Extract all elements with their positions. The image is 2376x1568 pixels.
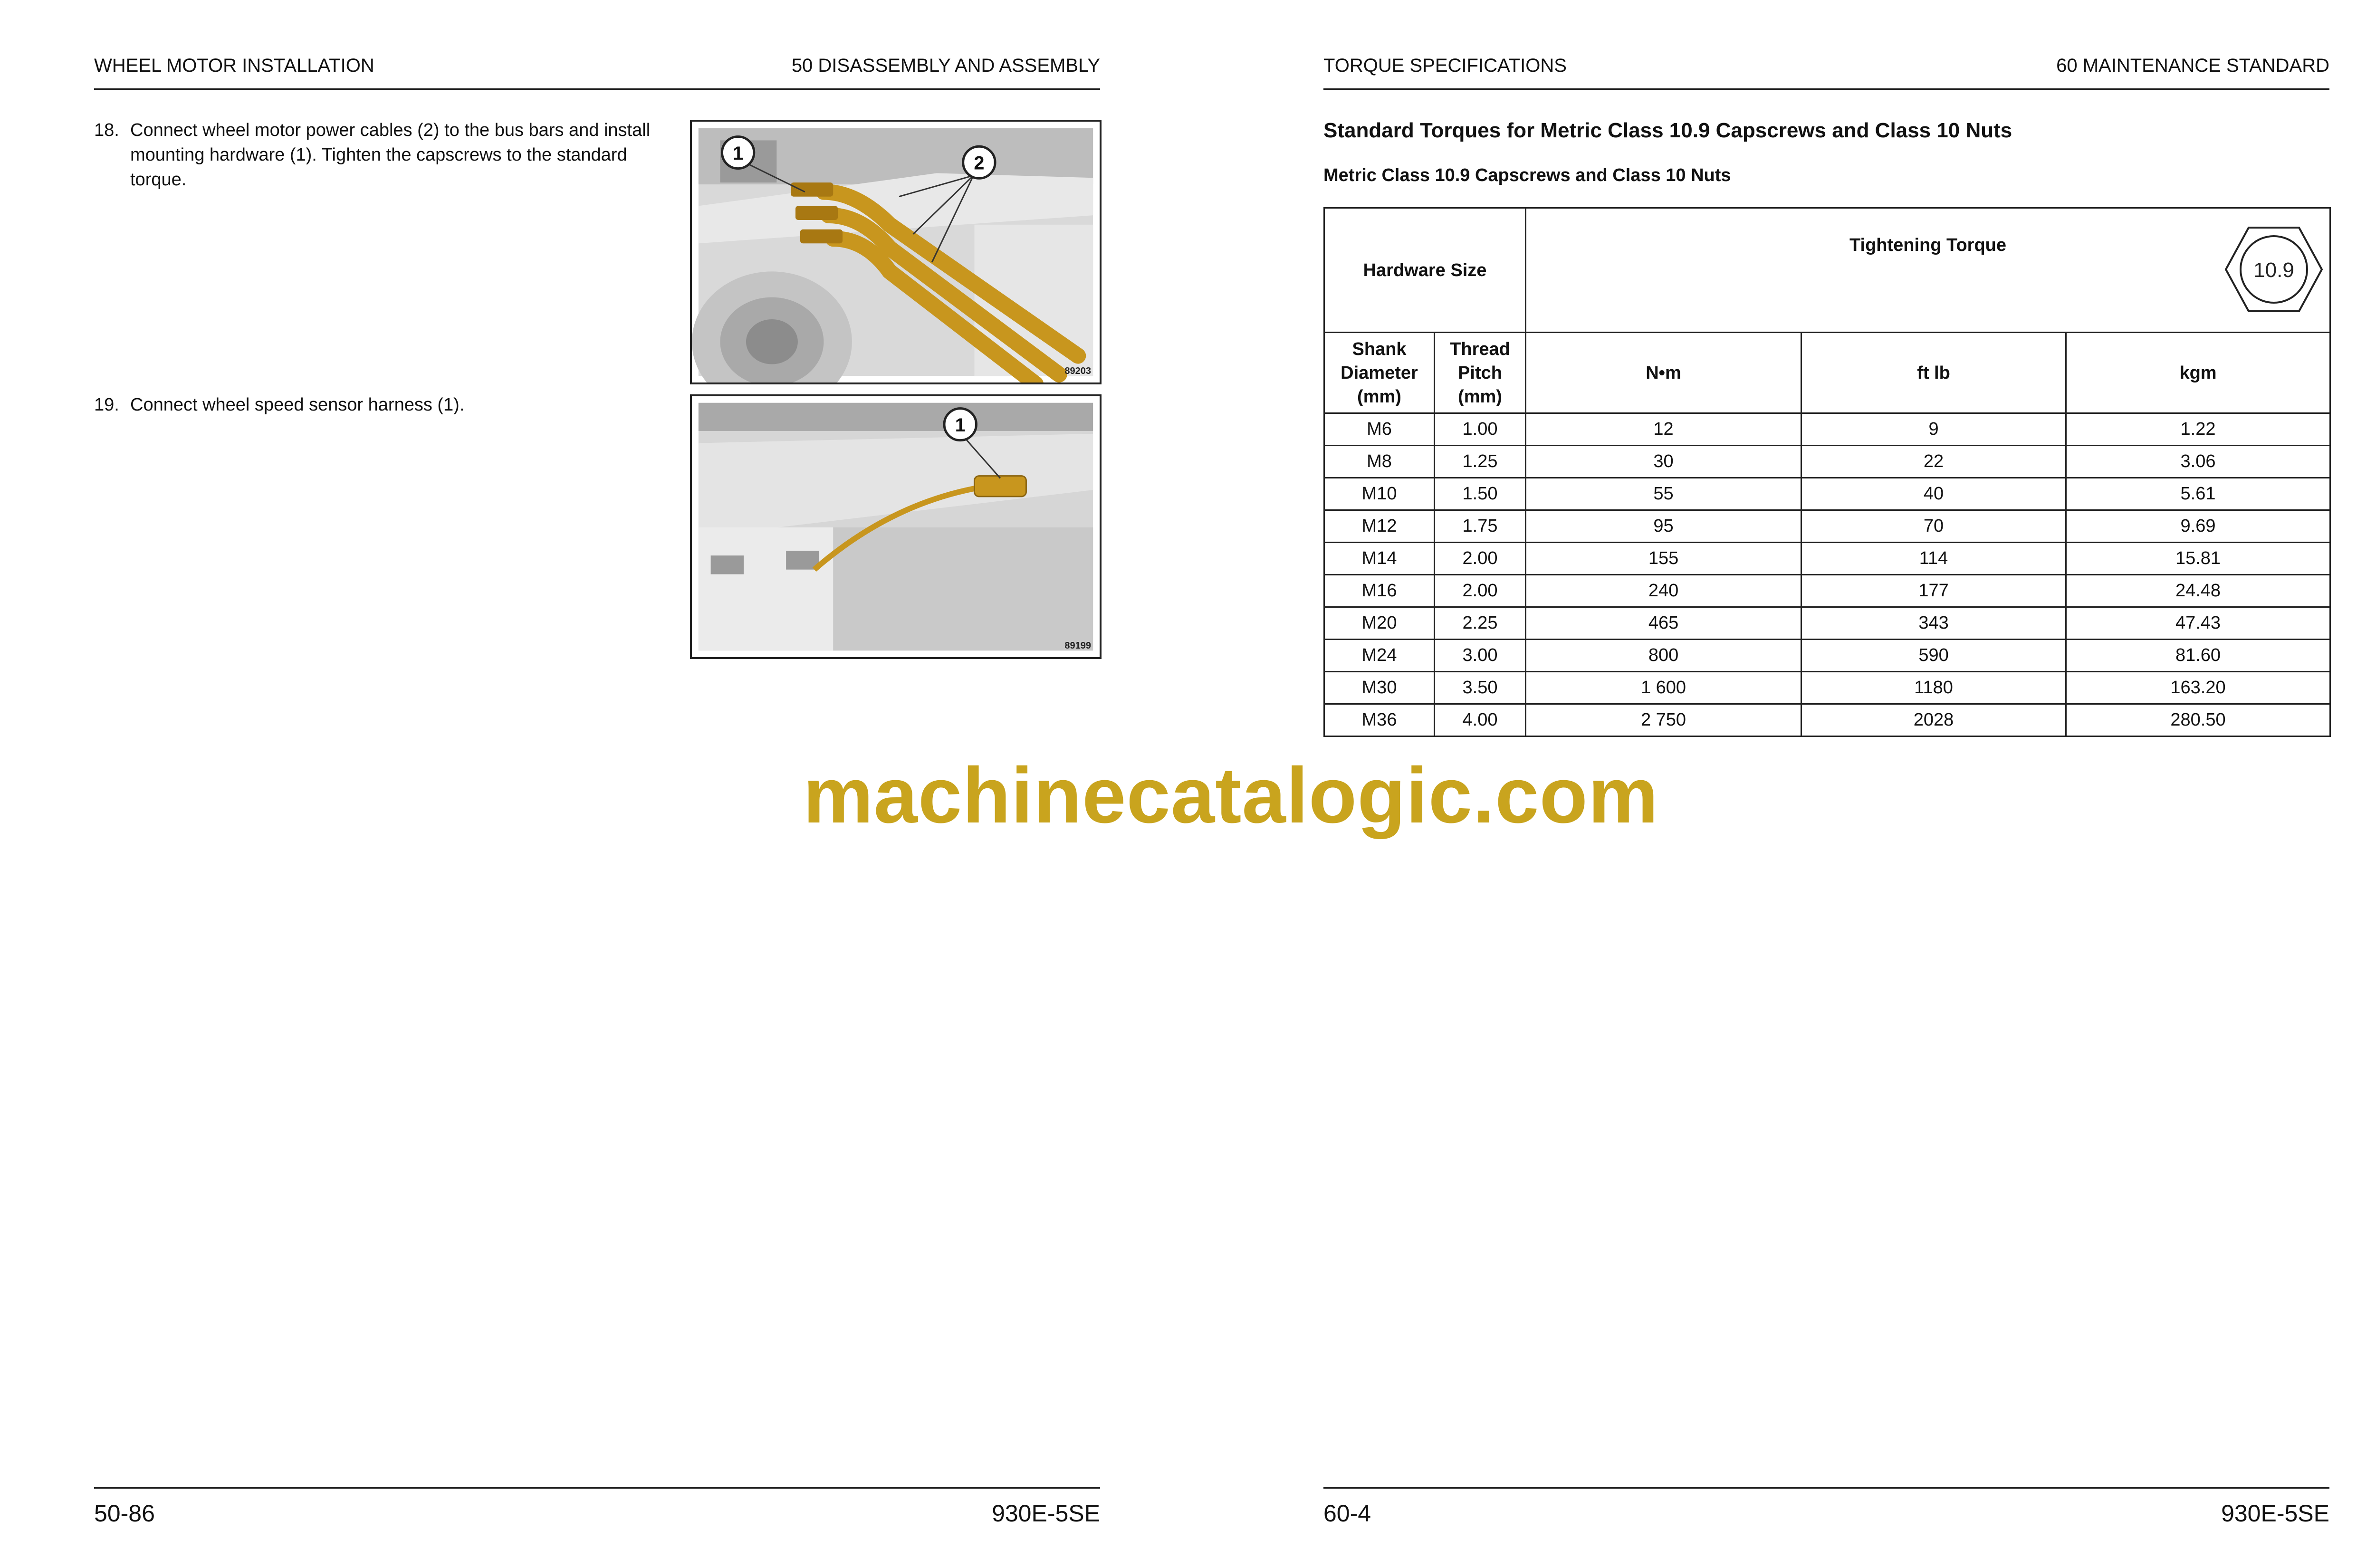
cell: 12 xyxy=(1526,413,1801,446)
cell: 4.00 xyxy=(1435,704,1526,736)
col-shank-diameter: Shank Diameter (mm) xyxy=(1324,333,1435,413)
cell: 3.00 xyxy=(1435,640,1526,672)
cell: 81.60 xyxy=(2066,640,2330,672)
figure-speed-sensor xyxy=(690,394,1102,659)
col-thread-pitch: Thread Pitch (mm) xyxy=(1435,333,1526,413)
cell: 240 xyxy=(1526,575,1801,607)
cell: 3.06 xyxy=(2066,446,2330,478)
cell: 2.00 xyxy=(1435,575,1526,607)
figure-bus-bar-cables xyxy=(690,120,1102,384)
torque-table xyxy=(1323,207,2331,737)
cell: 800 xyxy=(1526,640,1801,672)
cell: 1.25 xyxy=(1435,446,1526,478)
table-row xyxy=(1324,640,2330,672)
col-nm: N•m xyxy=(1526,333,1801,413)
cell: 1.50 xyxy=(1435,478,1526,510)
right-model-number: 930E-5SE xyxy=(2221,1500,2329,1527)
right-header-title: TORQUE SPECIFICATIONS xyxy=(1323,55,1567,76)
cell: 40 xyxy=(1801,478,2066,510)
cell: 1 600 xyxy=(1526,672,1801,704)
cell: 177 xyxy=(1801,575,2066,607)
cell: 70 xyxy=(1801,510,2066,543)
callout-2: 2 xyxy=(974,153,985,174)
cell: 9 xyxy=(1801,413,2066,446)
cell: 1.00 xyxy=(1435,413,1526,446)
figure-number: 89203 xyxy=(1064,366,1091,376)
hardware-size-header: Hardware Size xyxy=(1324,208,1526,333)
cell: M12 xyxy=(1324,510,1435,543)
cell: 2.25 xyxy=(1435,607,1526,640)
watermark-text: machinecatalogic.com xyxy=(803,752,1659,840)
bus-bar-illustration xyxy=(692,122,1100,382)
cell: 1.22 xyxy=(2066,413,2330,446)
table-row xyxy=(1324,607,2330,640)
cell: 30 xyxy=(1526,446,1801,478)
left-header-title: WHEEL MOTOR INSTALLATION xyxy=(94,55,374,76)
cell: 1180 xyxy=(1801,672,2066,704)
cell: 280.50 xyxy=(2066,704,2330,736)
step-19 xyxy=(94,392,655,417)
cell: M36 xyxy=(1324,704,1435,736)
step-number: 18. xyxy=(94,120,119,140)
cell: 163.20 xyxy=(2066,672,2330,704)
cell: 343 xyxy=(1801,607,2066,640)
cell: 55 xyxy=(1526,478,1801,510)
table-row xyxy=(1324,543,2330,575)
table-row xyxy=(1324,575,2330,607)
figure-number: 89199 xyxy=(1064,641,1091,651)
cell: 47.43 xyxy=(2066,607,2330,640)
speed-sensor-illustration xyxy=(692,396,1100,657)
cell: 15.81 xyxy=(2066,543,2330,575)
cell: 5.61 xyxy=(2066,478,2330,510)
left-header-section: 50 DISASSEMBLY AND ASSEMBLY xyxy=(791,55,1100,76)
cell: 465 xyxy=(1526,607,1801,640)
table-row xyxy=(1324,446,2330,478)
left-footer-rule xyxy=(94,1487,1100,1489)
cell: 590 xyxy=(1801,640,2066,672)
step-18 xyxy=(94,118,655,192)
cell: 9.69 xyxy=(2066,510,2330,543)
cell: M8 xyxy=(1324,446,1435,478)
step-text: Connect wheel speed sensor harness (1). xyxy=(130,395,465,415)
cell: 2028 xyxy=(1801,704,2066,736)
step-text: Connect wheel motor power cables (2) to the bus bars and install mounting hardware (1). Tighten the capscrews to the standard torque. xyxy=(130,120,651,190)
cell: M20 xyxy=(1324,607,1435,640)
table-title: Metric Class 10.9 Capscrews and Class 10 Nuts xyxy=(1323,165,1731,185)
badge-label: 10.9 xyxy=(2253,258,2294,282)
table-row xyxy=(1324,704,2330,736)
tightening-torque-label: Tightening Torque xyxy=(1849,235,2007,255)
step-number: 19. xyxy=(94,395,119,415)
left-model-number: 930E-5SE xyxy=(992,1500,1100,1527)
table-row xyxy=(1324,413,2330,446)
table-row xyxy=(1324,478,2330,510)
cell: M6 xyxy=(1324,413,1435,446)
callout-1: 1 xyxy=(955,415,966,436)
cell: 2.00 xyxy=(1435,543,1526,575)
right-header-section: 60 MAINTENANCE STANDARD xyxy=(2056,55,2329,76)
right-page-number: 60-4 xyxy=(1323,1500,1371,1527)
cell: 155 xyxy=(1526,543,1801,575)
cell: M24 xyxy=(1324,640,1435,672)
table-row xyxy=(1324,672,2330,704)
page-title: Standard Torques for Metric Class 10.9 Capscrews and Class 10 Nuts xyxy=(1323,119,2012,142)
cell: M16 xyxy=(1324,575,1435,607)
cell: M14 xyxy=(1324,543,1435,575)
cell: 2 750 xyxy=(1526,704,1801,736)
table-row xyxy=(1324,510,2330,543)
right-header-rule xyxy=(1323,88,2329,90)
right-footer-rule xyxy=(1323,1487,2329,1489)
cell: 114 xyxy=(1801,543,2066,575)
cell: 95 xyxy=(1526,510,1801,543)
cell: M30 xyxy=(1324,672,1435,704)
col-kgm: kgm xyxy=(2066,333,2330,413)
class-10-9-badge xyxy=(2224,222,2324,317)
cell: 1.75 xyxy=(1435,510,1526,543)
tightening-torque-header xyxy=(1526,208,2330,333)
cell: 22 xyxy=(1801,446,2066,478)
cell: 24.48 xyxy=(2066,575,2330,607)
cell: M10 xyxy=(1324,478,1435,510)
callout-1: 1 xyxy=(733,143,744,164)
left-header-rule xyxy=(94,88,1100,90)
col-ftlb: ft lb xyxy=(1801,333,2066,413)
left-page-number: 50-86 xyxy=(94,1500,155,1527)
cell: 3.50 xyxy=(1435,672,1526,704)
